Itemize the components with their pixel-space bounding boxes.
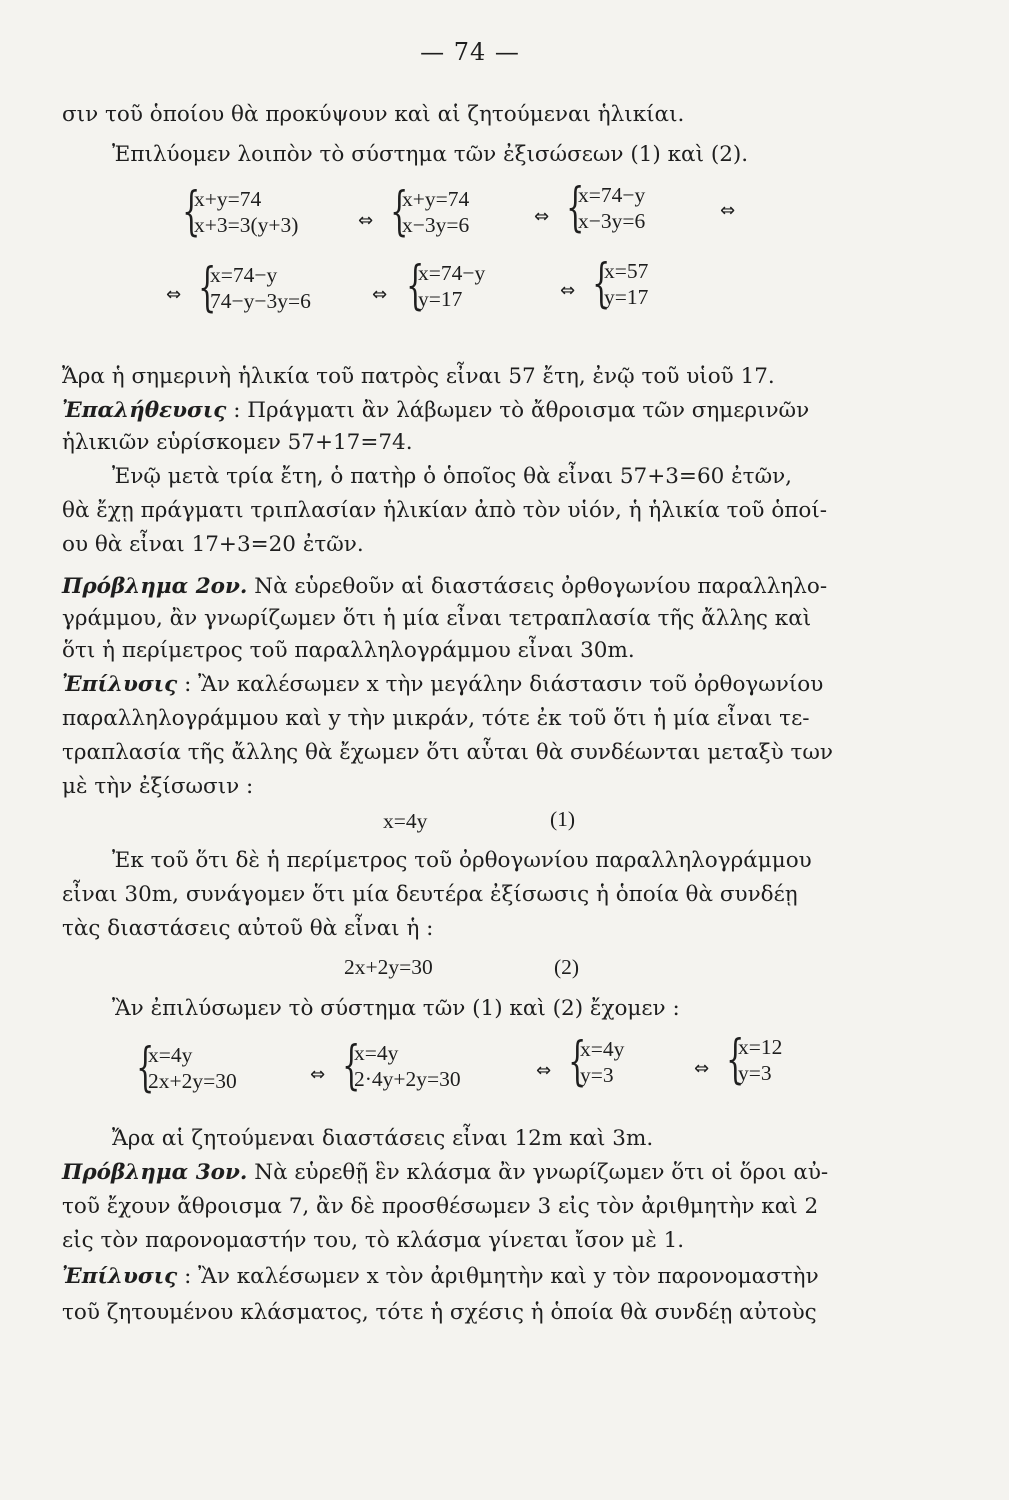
equivalence-arrow-icon: ⇔ — [358, 210, 374, 231]
brace-icon: { — [406, 256, 425, 316]
text-line: ἡλικιῶν εὑρίσκομεν 57+17=74. — [62, 430, 413, 455]
text-line: εἶναι 30m, συνάγομεν ὅτι μία δευτέρα ἐξίσωσις ἡ ὁποία θὰ συνδέῃ — [62, 882, 798, 907]
brace-icon: { — [568, 1032, 587, 1092]
brace-icon: { — [136, 1038, 155, 1098]
page-number: — 74 — — [420, 38, 520, 66]
brace-icon: { — [566, 178, 585, 238]
brace-icon: { — [726, 1030, 745, 1090]
equivalence-arrow-icon: ⇔ — [372, 284, 388, 305]
text-line: Ἐπαλήθευσις : Πράγματι ἂν λάβωμεν τὸ ἄθροισμα τῶν σημερινῶν — [62, 398, 810, 423]
equivalence-arrow-icon: ⇔ — [536, 1060, 552, 1081]
text-line: Ἄρα αἱ ζητούμεναι διαστάσεις εἶναι 12m καὶ 3m. — [112, 1126, 654, 1151]
text-line: σιν τοῦ ὁποίου θὰ προκύψουν καὶ αἱ ζητούμεναι ἡλικίαι. — [62, 102, 685, 127]
text-line: μὲ τὴν ἐξίσωσιν : — [62, 774, 254, 799]
text-line: τοῦ ἔχουν ἄθροισμα 7, ἂν δὲ προσθέσωμεν 3 εἰς τὸν ἀριθμητὴν καὶ 2 — [62, 1194, 819, 1219]
equation-system-6: { x=57 y=17 — [592, 254, 649, 314]
equation-1: x=4y — [383, 809, 428, 833]
equivalence-arrow-icon: ⇔ — [534, 206, 550, 227]
text-line: Πρόβλημα 2ον. Νὰ εὑρεθοῦν αἱ διαστάσεις ὀρθογωνίου παραλληλο- — [62, 574, 828, 599]
text-line: τραπλασία τῆς ἄλλης θὰ ἔχωμεν ὅτι αὗται θὰ συνδέωνται μεταξὺ των — [62, 740, 833, 765]
equation-system-9: { x=4y y=3 — [568, 1032, 625, 1092]
equivalence-arrow-icon: ⇔ — [166, 284, 182, 305]
equation-system-10: { x=12 y=3 — [726, 1030, 783, 1090]
equation-system-4: { x=74−y 74−y−3y=6 — [198, 258, 311, 318]
equivalence-arrow-icon: ⇔ — [694, 1058, 710, 1079]
equation-system-2: { x+y=74 x−3y=6 — [390, 182, 470, 242]
text-line: εἰς τὸν παρονομαστήν του, τὸ κλάσμα γίνεται ἴσον μὲ 1. — [62, 1228, 685, 1253]
text-line: Ἐκ τοῦ ὅτι δὲ ἡ περίμετρος τοῦ ὀρθογωνίου παραλληλογράμμου — [112, 848, 812, 873]
brace-icon: { — [390, 182, 409, 242]
text-line: Ἐπίλυσις : Ἂν καλέσωμεν x τὴν μεγάλην διάστασιν τοῦ ὀρθογωνίου — [62, 672, 824, 697]
text-line: Ἐνῷ μετὰ τρία ἔτη, ὁ πατὴρ ὁ ὁποῖος θὰ εἶναι 57+3=60 ἐτῶν, — [112, 464, 793, 489]
text-line: Ἄρα ἡ σημερινὴ ἡλικία τοῦ πατρὸς εἶναι 57 ἔτη, ἐνῷ τοῦ υἱοῦ 17. — [62, 364, 775, 389]
brace-icon: { — [182, 182, 201, 242]
text-line: τοῦ ζητουμένου κλάσματος, τότε ἡ σχέσις ἡ ὁποία θὰ συνδέῃ αὐτοὺς — [62, 1300, 817, 1325]
text-line: Πρόβλημα 3ον. Νὰ εὑρεθῇ ἓν κλάσμα ἂν γνωρίζωμεν ὅτι οἱ ὅροι αὐ- — [62, 1160, 829, 1185]
text-line: Ἐπιλύομεν λοιπὸν τὸ σύστημα τῶν ἐξισώσεων (1) καὶ (2). — [112, 142, 749, 167]
equation-number: (2) — [554, 955, 580, 979]
text-line: ὅτι ἡ περίμετρος τοῦ παραλληλογράμμου εἶναι 30m. — [62, 638, 635, 663]
brace-icon: { — [198, 258, 217, 318]
problem-heading: Πρόβλημα 2ον. — [62, 574, 248, 599]
text-line: Ἐπίλυσις : Ἂν καλέσωμεν x τὸν ἀριθμητὴν καὶ y τὸν παρονομαστὴν — [62, 1264, 819, 1289]
equation-number: (1) — [550, 807, 576, 831]
section-label: Ἐπίλυσις — [62, 1264, 178, 1289]
equation-system-8: { x=4y 2·4y+2y=30 — [342, 1036, 461, 1096]
equation-system-5: { x=74−y y=17 — [406, 256, 486, 316]
equivalence-arrow-icon: ⇔ — [310, 1064, 326, 1085]
section-label: Ἐπαλήθευσις — [62, 398, 227, 423]
text-line: παραλληλογράμμου καὶ y τὴν μικράν, τότε ἐκ τοῦ ὅτι ἡ μία εἶναι τε- — [62, 706, 810, 731]
equation-system-1: { x+y=74 x+3=3(y+3) — [182, 182, 299, 242]
section-label: Ἐπίλυσις — [62, 672, 178, 697]
brace-icon: { — [592, 254, 611, 314]
equation-system-7: { x=4y 2x+2y=30 — [136, 1038, 237, 1098]
equivalence-arrow-icon: ⇔ — [560, 280, 576, 301]
problem-heading: Πρόβλημα 3ον. — [62, 1160, 248, 1185]
equivalence-arrow-icon: ⇔ — [720, 200, 736, 221]
text-line: τὰς διαστάσεις αὐτοῦ θὰ εἶναι ἡ : — [62, 916, 434, 941]
text-line: ου θὰ εἶναι 17+3=20 ἐτῶν. — [62, 532, 364, 557]
text-line: γράμμου, ἂν γνωρίζωμεν ὅτι ἡ μία εἶναι τετραπλασία τῆς ἄλλης καὶ — [62, 606, 812, 631]
text-line: θὰ ἔχῃ πράγματι τριπλασίαν ἡλικίαν ἀπὸ τὸν υἱόν, ἡ ἡλικία τοῦ ὁποί- — [62, 498, 828, 523]
brace-icon: { — [342, 1036, 361, 1096]
text-line: Ἂν ἐπιλύσωμεν τὸ σύστημα τῶν (1) καὶ (2) ἔχομεν : — [112, 996, 680, 1021]
equation-2: 2x+2y=30 — [344, 955, 433, 979]
equation-system-3: { x=74−y x−3y=6 — [566, 178, 646, 238]
